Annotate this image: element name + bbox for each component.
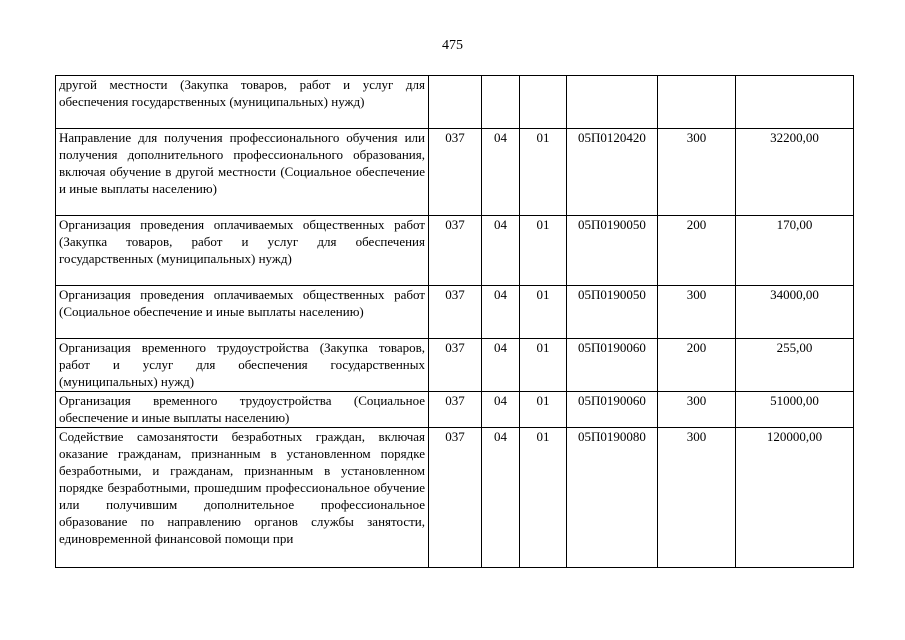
row-target-code: 05П0190060 bbox=[567, 392, 658, 428]
row-subsection-code: 01 bbox=[520, 216, 567, 286]
row-description: Организация временного трудоустройства (Социальное обеспечение и иные выплаты населению) bbox=[56, 392, 429, 428]
row-ministry-code: 037 bbox=[429, 286, 482, 339]
row-ministry-code bbox=[429, 76, 482, 129]
table-row bbox=[56, 339, 854, 392]
row-amount: 120000,00 bbox=[736, 428, 854, 568]
row-description: Направление для получения профессионального обучения или получения дополнительного профессионального образования, включая обучение в другой местности (Социальное обеспечение и иные выплаты населению) bbox=[56, 129, 429, 216]
row-target-code: 05П0190050 bbox=[567, 286, 658, 339]
row-expense-type: 300 bbox=[658, 392, 736, 428]
page-number: 475 bbox=[442, 38, 463, 53]
row-target-code: 05П0190080 bbox=[567, 428, 658, 568]
row-expense-type bbox=[658, 76, 736, 129]
row-target-code: 05П0120420 bbox=[567, 129, 658, 216]
row-target-code bbox=[567, 76, 658, 129]
row-amount: 170,00 bbox=[736, 216, 854, 286]
row-section-code: 04 bbox=[482, 392, 520, 428]
budget-table bbox=[55, 75, 854, 568]
row-section-code bbox=[482, 76, 520, 129]
row-section-code: 04 bbox=[482, 428, 520, 568]
table-row bbox=[56, 216, 854, 286]
row-expense-type: 300 bbox=[658, 286, 736, 339]
row-target-code: 05П0190050 bbox=[567, 216, 658, 286]
table-row bbox=[56, 76, 854, 129]
row-subsection-code bbox=[520, 76, 567, 129]
row-amount: 255,00 bbox=[736, 339, 854, 392]
table-row bbox=[56, 392, 854, 428]
row-section-code: 04 bbox=[482, 339, 520, 392]
row-ministry-code: 037 bbox=[429, 392, 482, 428]
row-ministry-code: 037 bbox=[429, 428, 482, 568]
row-amount: 34000,00 bbox=[736, 286, 854, 339]
row-section-code: 04 bbox=[482, 216, 520, 286]
row-amount bbox=[736, 76, 854, 129]
row-subsection-code: 01 bbox=[520, 428, 567, 568]
table-row bbox=[56, 428, 854, 568]
table-row bbox=[56, 286, 854, 339]
row-ministry-code: 037 bbox=[429, 339, 482, 392]
row-description: Организация проведения оплачиваемых общественных работ (Социальное обеспечение и иные выплаты населению) bbox=[56, 286, 429, 339]
row-subsection-code: 01 bbox=[520, 339, 567, 392]
row-description: Организация проведения оплачиваемых общественных работ (Закупка товаров, работ и услуг для обеспечения государственных (муниципальных) нужд) bbox=[56, 216, 429, 286]
row-description: Содействие самозанятости безработных граждан, включая оказание гражданам, признанным в установленном порядке безработными, и гражданам, признанным в установленном порядке безработными, прошедшим профессиональное обучение или получившим дополнительное профессиональное образование по направлению органов службы занятости, единовременной финансовой помощи при bbox=[56, 428, 429, 568]
row-expense-type: 300 bbox=[658, 129, 736, 216]
table-row bbox=[56, 129, 854, 216]
row-description: Организация временного трудоустройства (Закупка товаров, работ и услуг для обеспечения государственных (муниципальных) нужд) bbox=[56, 339, 429, 392]
row-ministry-code: 037 bbox=[429, 129, 482, 216]
row-section-code: 04 bbox=[482, 129, 520, 216]
row-target-code: 05П0190060 bbox=[567, 339, 658, 392]
row-subsection-code: 01 bbox=[520, 286, 567, 339]
row-expense-type: 300 bbox=[658, 428, 736, 568]
row-section-code: 04 bbox=[482, 286, 520, 339]
row-description: другой местности (Закупка товаров, работ и услуг для обеспечения государственных (муниципальных) нужд) bbox=[56, 76, 429, 129]
row-amount: 51000,00 bbox=[736, 392, 854, 428]
row-expense-type: 200 bbox=[658, 216, 736, 286]
row-subsection-code: 01 bbox=[520, 129, 567, 216]
row-expense-type: 200 bbox=[658, 339, 736, 392]
row-subsection-code: 01 bbox=[520, 392, 567, 428]
row-amount: 32200,00 bbox=[736, 129, 854, 216]
row-ministry-code: 037 bbox=[429, 216, 482, 286]
